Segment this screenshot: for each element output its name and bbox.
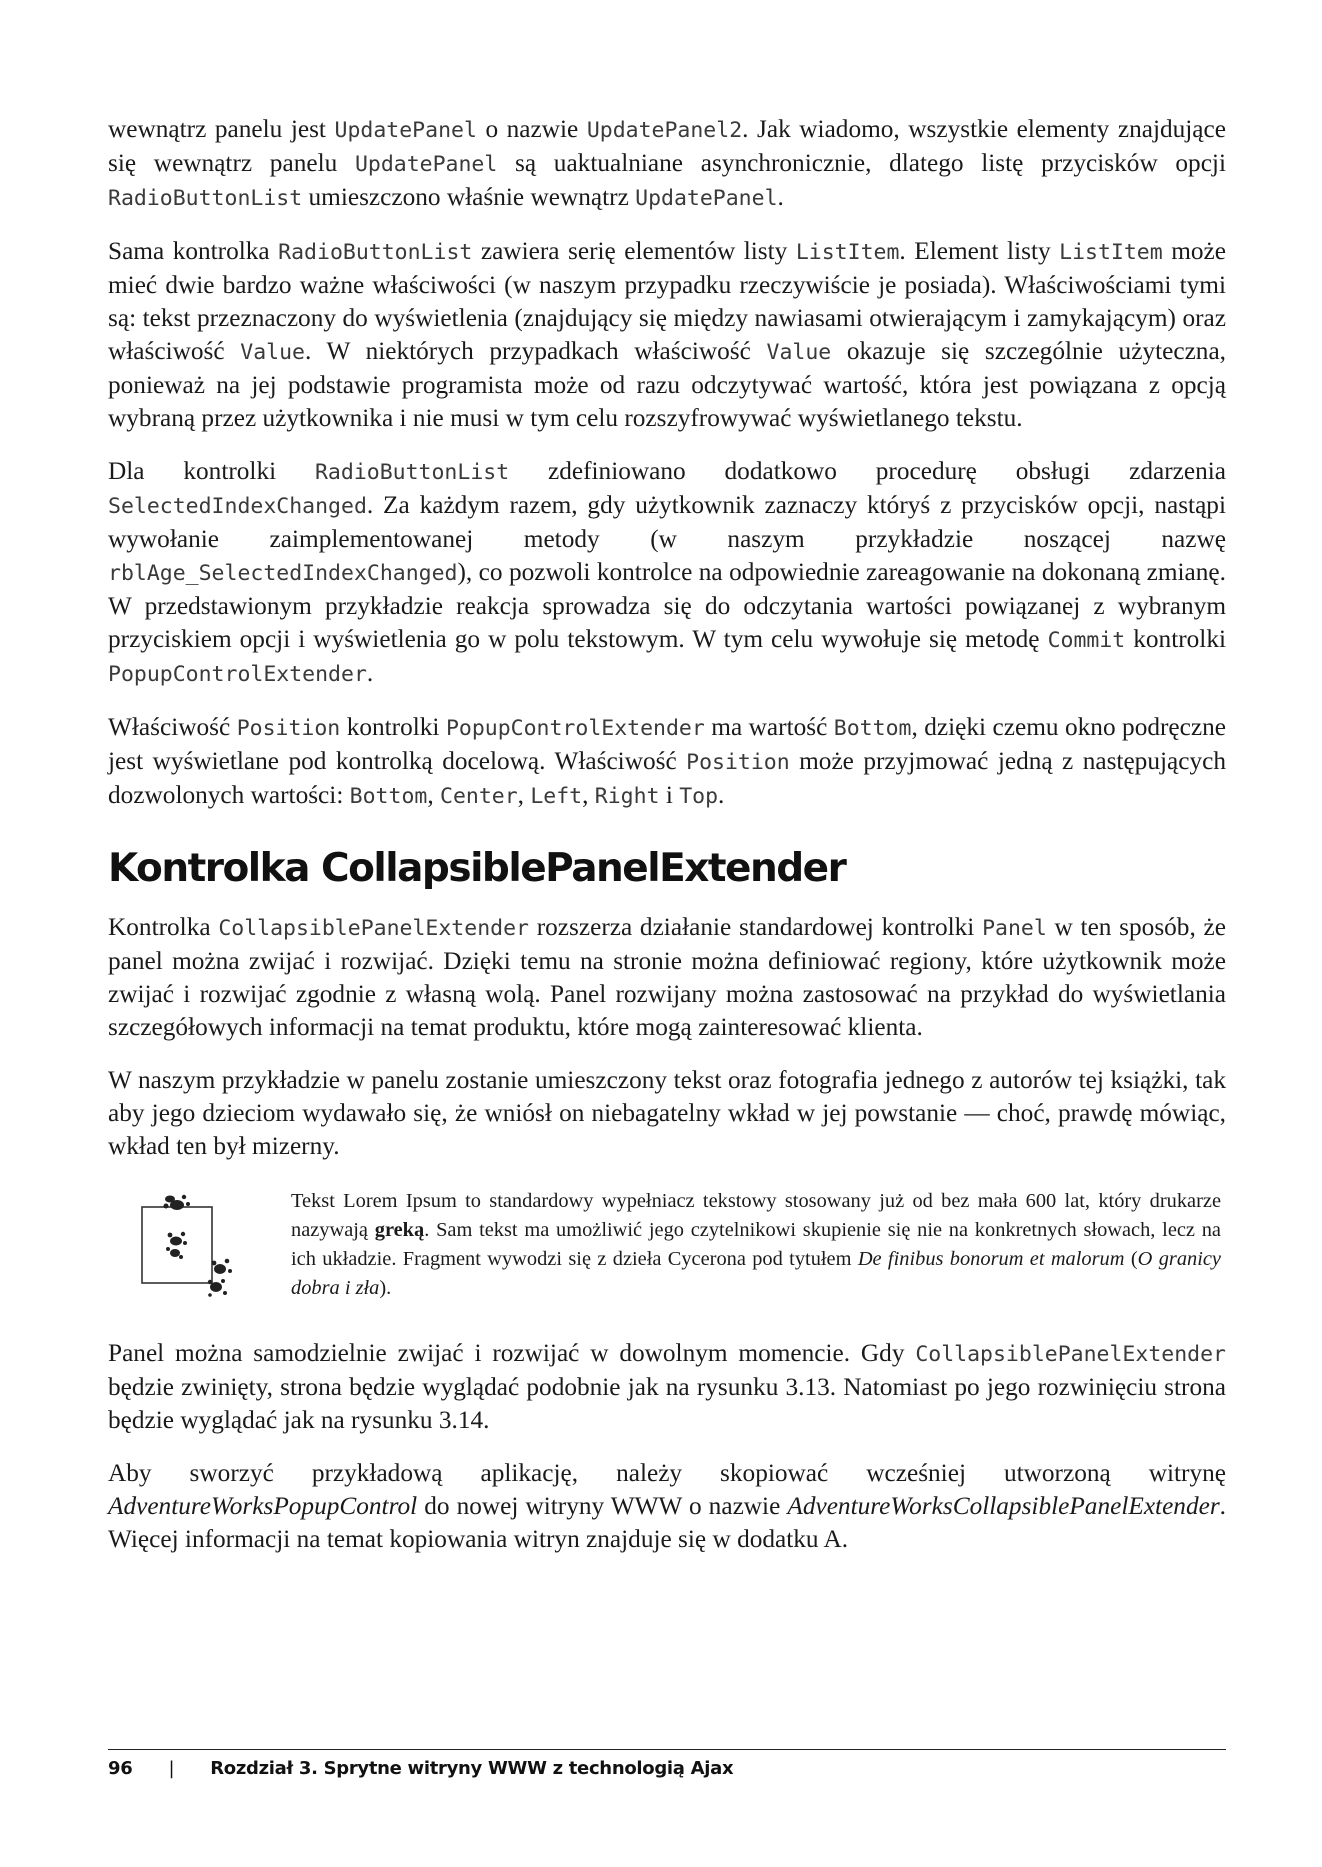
italic-term: De finibus bonorum et malorum	[857, 1248, 1125, 1270]
page-footer	[108, 1758, 733, 1779]
code-term: Position	[236, 716, 341, 741]
text-run: może mieć dwie bardzo ważne właściwości (w naszym przypadku rzeczywiście je posiada). Właściwościami tymi są: tekst przeznaczony do wyświetlenia (znajdujący się między nawiasami otwierającym i zamykającym) oraz właściwość	[108, 237, 1226, 365]
text-run: okazuje się szczególnie użyteczna, ponieważ na jej podstawie programista może od razu odczytywać wartość, która jest powiązana z opcją wybraną przez użytkownika i nie musi w tym celu rozszyfrowywać wyświetlanego tekstu.	[108, 337, 1226, 432]
code-term: PopupControlExtender	[108, 662, 367, 687]
code-term: Bottom	[833, 716, 912, 741]
code-term: RadioButtonList	[108, 186, 303, 211]
body-paragraph	[108, 1457, 1226, 1556]
code-term: UpdatePanel	[354, 152, 498, 177]
text-run: , dzięki czemu okno podręczne jest wyświetlane pod kontrolką docelową. Właściwość	[108, 713, 1226, 775]
text-run: Panel można samodzielnie zwijać i rozwijać w dowolnym momencie. Gdy	[108, 1339, 916, 1367]
body-paragraph	[108, 711, 1226, 813]
text-run: ,	[582, 781, 595, 809]
code-term: Bottom	[349, 784, 428, 809]
note-box	[108, 1187, 1226, 1315]
code-term: CollapsiblePanelExtender	[218, 916, 529, 941]
code-term: Center	[440, 784, 518, 809]
code-term: ListItem	[1059, 240, 1163, 265]
code-term: Right	[594, 784, 660, 809]
text-run: ,	[427, 781, 440, 809]
text-run: ,	[517, 781, 531, 809]
text-run: są uaktualniane asynchronicznie, dlatego listę przycisków opcji	[497, 149, 1226, 177]
code-term: RadioButtonList	[314, 460, 510, 485]
body-paragraph	[108, 1337, 1226, 1437]
text-run: i	[659, 781, 680, 809]
body-paragraph	[108, 911, 1226, 1044]
text-run: .	[777, 183, 784, 211]
code-term: SelectedIndexChanged	[108, 494, 367, 519]
code-term: PopupControlExtender	[445, 716, 705, 741]
text-run: Dla kontrolki	[108, 457, 315, 485]
text-run: . Jak wiadomo, wszystkie elementy znajdujące się wewnątrz panelu	[108, 115, 1226, 177]
text-run: . Sam tekst ma umożliwić jego czytelnikowi skupienie się nie na konkretnych słowach, lecz na ich układzie. Fragment wywodzi się z dzieła Cycerona pod tytułem	[291, 1219, 1221, 1270]
code-term: UpdatePanel	[334, 118, 477, 143]
body-paragraph	[108, 1064, 1226, 1163]
text-run: zawiera serię elementów listy	[472, 237, 796, 265]
text-run: . W niektórych przypadkach właściwość	[305, 337, 767, 365]
italic-term: AdventureWorksCollapsiblePanelExtender	[787, 1492, 1220, 1520]
text-run: Aby sworzyć przykładową aplikację, należy skopiować wcześniej utworzoną witrynę	[108, 1459, 1226, 1487]
code-term: Commit	[1047, 628, 1126, 653]
text-run: . Więcej informacji na temat kopiowania witryn znajduje się w dodatku A.	[108, 1492, 1226, 1553]
code-term: rblAge_SelectedIndexChanged	[108, 561, 458, 586]
text-run: ).	[379, 1277, 392, 1299]
text-run: będzie zwinięty, strona będzie wyglądać podobnie jak na rysunku 3.13. Natomiast po jego rozwinięciu strona będzie wyglądać jak na rysunku 3.14.	[108, 1373, 1226, 1434]
text-run: Właściwość	[108, 713, 237, 741]
page-content	[108, 113, 1226, 1576]
code-term: UpdatePanel	[635, 186, 778, 211]
code-term: Position	[686, 750, 790, 775]
text-run: rozszerza działanie standardowej kontrolki	[528, 913, 983, 941]
code-term: Value	[240, 340, 305, 365]
text-run: .	[366, 659, 374, 687]
text-run: o nazwie	[476, 115, 587, 143]
text-run: ), co pozwoli kontrolce na odpowiednie zareagowanie na dokonaną zmianę. W przedstawionym przykładzie reakcja sprowadza się do odczytania wartości powiązanej z wybranym przyciskiem opcji i wyświetlenia go w polu tekstowym. W tym celu wywołuje się metodę	[108, 558, 1226, 653]
raccoon-tracks-icon	[130, 1189, 250, 1307]
footer-rule	[108, 1749, 1226, 1750]
text-run: może przyjmować jedną z następujących dozwolonych wartości:	[108, 747, 1226, 809]
section-intro	[108, 113, 1226, 813]
text-run: kontrolki	[340, 713, 446, 741]
text-run: kontrolki	[1125, 625, 1226, 653]
italic-term: O granicy dobra i zła	[291, 1248, 1221, 1299]
text-run: Kontrolka	[108, 913, 219, 941]
code-term: Panel	[982, 916, 1047, 941]
code-term: Left	[530, 784, 583, 809]
section-usage	[108, 1337, 1226, 1556]
text-run: Sama kontrolka	[108, 237, 279, 265]
note-text	[291, 1187, 1221, 1303]
body-paragraph	[108, 235, 1226, 435]
code-term: RadioButtonList	[278, 240, 473, 265]
chapter-title: Rozdział 3. Sprytne witryny WWW z technologią Ajax	[210, 1758, 734, 1779]
body-paragraph	[108, 113, 1226, 215]
text-run: W naszym przykładzie w panelu zostanie umieszczony tekst oraz fotografia jednego z autorów tej książki, tak aby jego dzieciom wydawało się, że wniósł on niebagatelny wkład w jej powstanie — choć, prawdę mówiąc, wkład ten był mizerny.	[108, 1066, 1226, 1160]
code-term: Top	[679, 784, 719, 809]
text-run: .	[718, 781, 725, 809]
text-run: wewnątrz panelu jest	[108, 115, 335, 143]
italic-term: AdventureWorksPopupControl	[108, 1492, 418, 1520]
text-run: . Za każdym razem, gdy użytkownik zaznaczy któryś z przycisków opcji, nastąpi wywołanie zaimplementowanej metody (w naszym przykładzie noszącej nazwę	[108, 491, 1226, 553]
code-term: UpdatePanel2	[586, 118, 743, 143]
body-paragraph	[108, 455, 1226, 691]
text-run: do nowej witryny WWW o nazwie	[417, 1492, 788, 1520]
code-term: Value	[766, 340, 832, 365]
footer-separator: |	[168, 1758, 175, 1779]
text-run: . Element listy	[899, 237, 1060, 265]
section-collapsible	[108, 911, 1226, 1163]
text-run: ma wartość	[704, 713, 834, 741]
text-run: zdefiniowano dodatkowo procedurę obsługi zdarzenia	[509, 457, 1226, 485]
code-term: CollapsiblePanelExtender	[915, 1342, 1226, 1367]
text-run: (	[1124, 1248, 1138, 1270]
code-term: ListItem	[795, 240, 900, 265]
text-run: Tekst Lorem Ipsum to standardowy wypełniacz tekstowy stosowany już od bez mała 600 lat, który drukarze nazywają	[291, 1190, 1221, 1241]
bold-term: greką	[374, 1219, 425, 1241]
text-run: umieszczono właśnie wewnątrz	[302, 183, 636, 211]
page-number: 96	[108, 1758, 133, 1779]
section-heading: Kontrolka CollapsiblePanelExtender	[108, 846, 846, 891]
text-run: w ten sposób, że panel można zwijać i rozwijać. Dzięki temu na stronie można definiować regiony, które użytkownik może zwijać i rozwijać zgodnie z własną wolą. Panel rozwijany można zastosować na przykład do wyświetlania szczegółowych informacji na temat produktu, które mogą zainteresować klienta.	[108, 913, 1226, 1041]
